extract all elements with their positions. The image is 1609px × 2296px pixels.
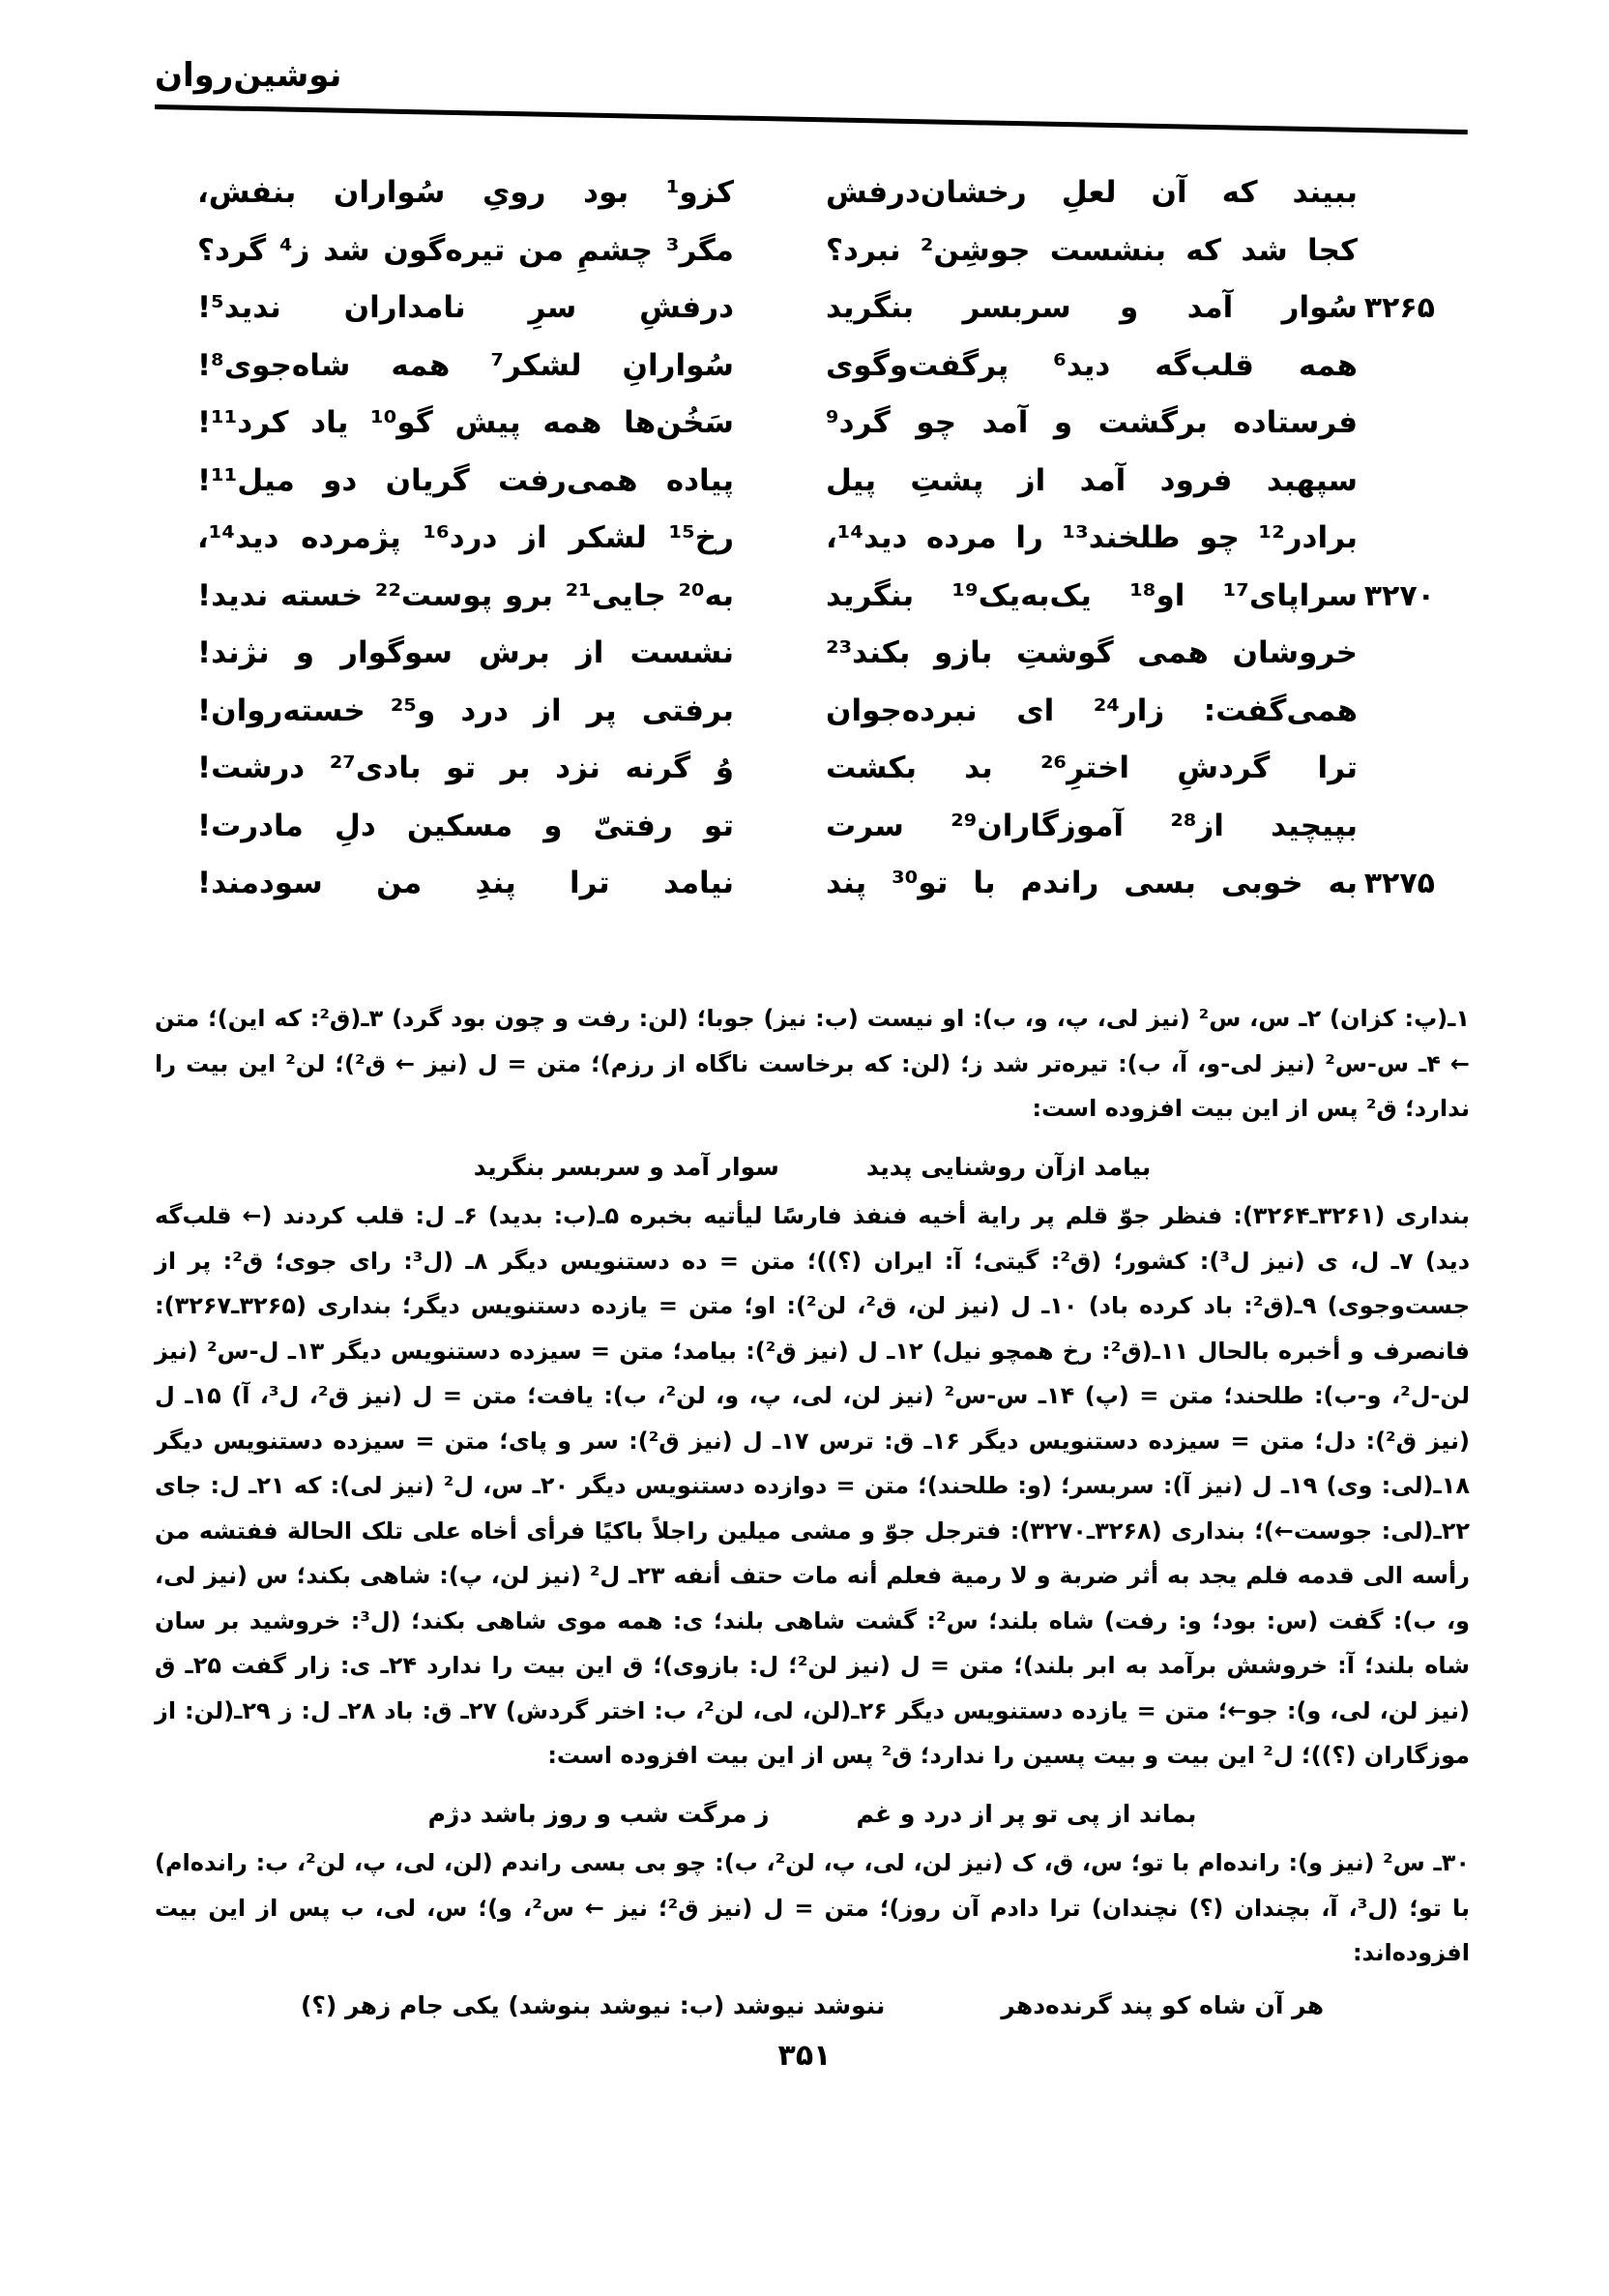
bayt [0, 222, 1609, 280]
second-hemistich: برفتی پر از درد و²⁵ خسته‌روان! [197, 692, 734, 728]
second-hemistich: وُ گرنه نزد بر تو بادی²⁷ درشت! [197, 751, 734, 785]
footnote-paragraph: بنداری (۳۲۶۱ـ۳۲۶۴): فنظر جوّ قلم پر رایة أخیه فنفذ فارسًا لیأتیه بخبره ۵ـ(ب: بدید) ۶ـ ل: قلب کردند (← قلب‌گه دید) ۷ـ ل، ی (نیز ل³): کشور؛ (ق²: گیتی؛ آ: ایران (؟))؛ متن = ده دستنویس دیگر ۸ـ (ل³: رای جوی؛ ق²: پر از جست‌وجوی) ۹ـ(ق²: باد کرده باد) ۱۰ـ ل (نیز لن، ق²، لن²): او؛ متن = یازده دستنویس دیگر؛ بنداری (۳۲۶۵ـ۳۲۶۷): فانصرف و أخبره بالحال ۱۱ـ(ق²: رخ همچو نیل) ۱۲ـ ل (نیز ق²): بیامد؛ متن = سیزده دستنویس دیگر ۱۳ـ ل-س² (نیز لن-ل²، و-ب): طلحند؛ متن = (پ) ۱۴ـ س-س² (نیز لن، لی، پ، و، لن²، ب): یافت؛ متن = ل (نیز ق²، ل³، آ) ۱۵ـ ل (نیز ق²): دل؛ متن = سیزده دستنویس دیگر ۱۶ـ ق: ترس ۱۷ـ ل (نیز ق²): سر و پای؛ متن = سیزده دستنویس دیگر ۱۸ـ(لی: وی) ۱۹ـ ل (نیز آ): سربسر؛ (و: طلحند)؛ متن = دوازده دستنویس دیگر ۲۰ـ س، ل² (نیز لی): که ۲۱ـ ل: جای ۲۲ـ(لی: جوست←)؛ بنداری (۳۲۶۸ـ۳۲۷۰): فترجل جوّ و مشی میلین راجلاً باکیًا فرأی أخاه علی تلک الحالة ففتشه من رأسه الی قدمه فلم یجد به أثر ضربة و لا رمیة فعلم أنه مات حتف أنفه ۲۳ـ ل² (نیز لن، پ): شاهی بکند؛ س (نیز لی، و، ب): گفت (س: بود؛ و: رفت) شاه بلند؛ س²: گشت شاهی بلند؛ ی: همه موی شاهی بکند؛ (ل³: خروشید بر سان شاه بلند؛ آ: خروشش برآمد به ابر بلند)؛ متن = ل (نیز لن²؛ ل: بازوی)؛ ق این بیت را ندارد ۲۴ـ ی: زار گفت ۲۵ـ ق (نیز لن، لی، و): جو←؛ متن = یازده دستنویس دیگر ۲۶ـ(لن، لی، لن²، ب: اختر گردش) ۲۷ـ ق: باد ۲۸ـ ل: ز ۲۹ـ(لن: از موزگاران (؟))؛ ل² این بیت و بیت پسین را ندارد؛ ق² پس از این بیت افزوده است: [155, 1202, 1471, 1769]
verse-number: ۳۲۷۵ [1363, 867, 1435, 900]
second-hemistich: رخ¹⁵ لشکر از درد¹⁶ پژمرده دید¹⁴، [197, 520, 734, 555]
bayt [0, 453, 1609, 511]
first-hemistich: ببیند که آن لعلِ رخشان‌درفش [826, 175, 1358, 210]
second-hemistich: سَخُن‌ها همه پیش گو¹⁰ یاد کرد¹¹! [197, 405, 734, 440]
bayt [0, 164, 1609, 222]
first-hemistich: همه قلب‌گه دید⁶ پرگفت‌وگوی [826, 347, 1358, 383]
first-hemistich: سُوار آمد و سربسر بنگرید [826, 290, 1358, 325]
footnote-verse [155, 1145, 1470, 1191]
footnote-verse-second-hemistich: ز مرگت شب و روز باشد دژم [427, 1799, 770, 1828]
first-hemistich: فرستاده برگشت و آمد چو گرد⁹ [826, 405, 1358, 440]
bayt [0, 395, 1609, 453]
bayt [0, 798, 1609, 856]
first-hemistich: به خوبی بسی راندم با تو³⁰ پند [826, 866, 1359, 900]
verse-number: ۳۲۷۰ [1363, 578, 1435, 613]
bayt [0, 510, 1609, 568]
bayt [0, 625, 1609, 683]
footnote-verse-first-hemistich: بماند از پی تو پر از درد و غم [856, 1799, 1197, 1828]
poem-body [0, 164, 1609, 913]
footnote-verse [155, 1792, 1470, 1838]
second-hemistich: کزو¹ بود رویِ سُواران بنفش، [197, 175, 734, 210]
footnote-paragraph: ۱ـ(پ: کزان) ۲ـ س، س² (نیز لی، پ، و، ب): او نیست (ب: نیز) جوبا؛ (لن: رفت و چون بود گرد) ۳ـ(ق²: که این)؛ متن ← ۴ـ س-س² (نیز لی-و، آ، ب): تیره‌تر شد ز؛ (لن: که برخاست ناگاه از رزم)؛ متن = ل (نیز ← ق²)؛ لن² این بیت را ندارد؛ ق² پس از این بیت افزوده است: [155, 1005, 1471, 1122]
footnote-paragraph: ۳۰ـ س² (نیز و): رانده‌ام با تو؛ س، ق، ک (نیز لن، لی، پ، لن²، ب): چو بی بسی راندم (لن، لی، پ، لن²، ب: رانده‌ام) با تو؛ (ل³، آ، بچندان (؟) نچندان) ترا دادم آن روز)؛ متن = ل (نیز ق²؛ نیز ← س²، و)؛ س، لی، ب پس از این بیت افزوده‌اند: [155, 1849, 1470, 1966]
second-hemistich: نشست از برش سوگوار و نژند! [197, 635, 734, 670]
first-hemistich: برادر¹² چو طلخند¹³ را مرده دید¹⁴، [826, 520, 1358, 555]
first-hemistich: سراپای¹⁷ او¹⁸ یک‌به‌یک¹⁹ بنگرید [826, 577, 1359, 613]
second-hemistich: پیاده همی‌رفت گریان دو میل¹¹! [197, 462, 734, 498]
second-hemistich: درفشِ سرِ نامداران ندید⁵! [197, 290, 734, 325]
second-hemistich: مگر³ چشمِ من تیره‌گون شد ز⁴ گرد؟ [197, 232, 735, 268]
footnote-verse-second-hemistich: ننوشد نیوشد (ب: نیوشد بنوشد) یکی جام زهر (؟) [300, 1990, 886, 2019]
running-head-title: نوشین‌روان [155, 56, 342, 95]
second-hemistich: نیامد ترا پندِ من سودمند! [197, 866, 734, 900]
bayt [0, 280, 1609, 338]
bayt [0, 338, 1609, 396]
first-hemistich: ترا گردشِ اخترِ²⁶ بد بکشت [826, 751, 1358, 785]
footnote-verse [155, 1984, 1470, 2029]
header-rule [155, 104, 1468, 134]
first-hemistich: سپهبد فرود آمد از پشتِ پیل [826, 462, 1358, 498]
first-hemistich: بپیچید از²⁸ آموزگاران²⁹ سرت [826, 808, 1359, 843]
footnote-verse-first-hemistich: هر آن شاه کو پند گرنده‌دهر [1001, 1990, 1325, 2019]
first-hemistich: کجا شد که بنشست جوشِن² نبرد؟ [826, 232, 1359, 268]
page-number: ۳۵۱ [777, 2039, 832, 2073]
footnote-verse-second-hemistich: سوار آمد و سربسر بنگرید [473, 1152, 779, 1181]
bayt [0, 740, 1609, 798]
bayt [0, 855, 1609, 913]
first-hemistich: همی‌گفت: زار²⁴ ای نبرده‌جوان [826, 692, 1358, 728]
first-hemistich: خروشان همی گوشتِ بازو بکند²³ [826, 635, 1358, 670]
bayt [0, 568, 1609, 626]
verse-number: ۳۲۶۵ [1363, 291, 1435, 325]
footnotes-apparatus [155, 996, 1470, 2032]
second-hemistich: تو رفتیّ و مسکین دلِ مادرت! [197, 808, 734, 843]
second-hemistich: سُوارانِ لشکر⁷ همه شاه‌جوی⁸! [197, 347, 734, 383]
bayt [0, 683, 1609, 741]
second-hemistich: به²⁰ جایی²¹ برو پوست²² خسته ندید! [197, 577, 734, 613]
footnote-verse-first-hemistich: بیامد ازآن روشنایی پدید [865, 1152, 1152, 1181]
